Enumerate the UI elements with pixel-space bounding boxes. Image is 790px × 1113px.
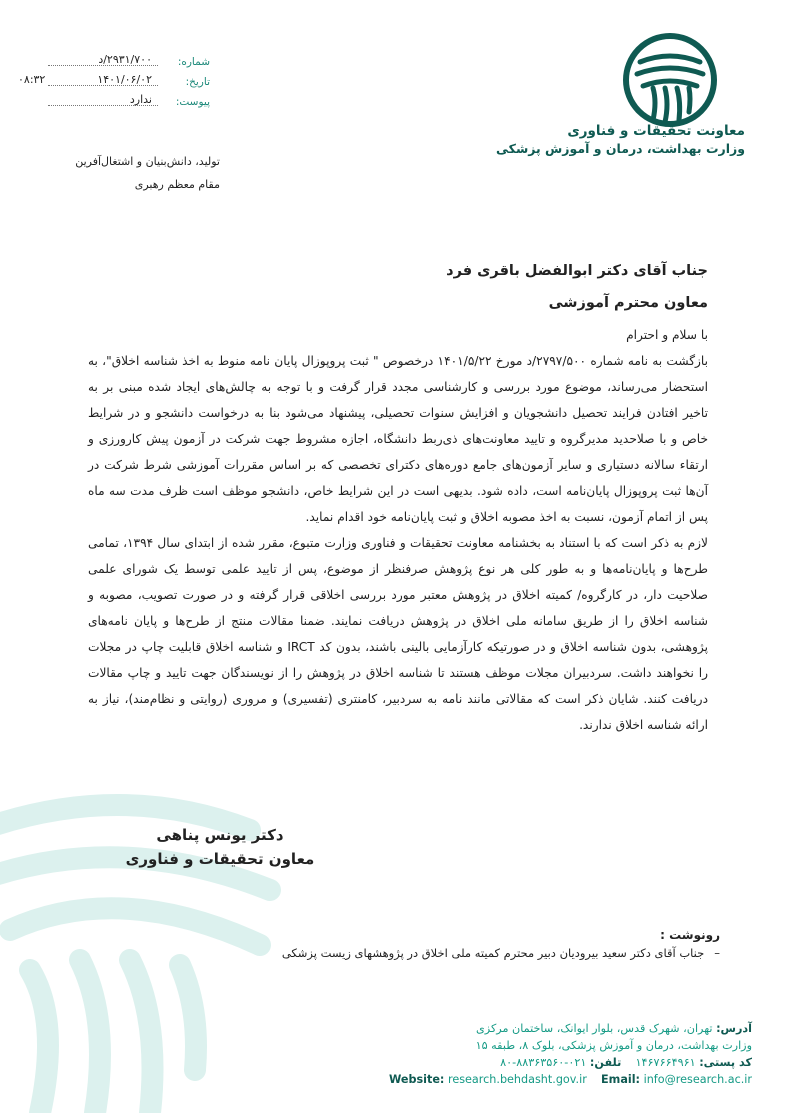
website-label: Website: xyxy=(388,1073,445,1086)
recipient-title: معاون محترم آموزشی xyxy=(548,295,708,311)
greeting: با سلام و احترام xyxy=(626,328,708,342)
address-label: آدرس: xyxy=(716,1022,752,1035)
meta-date-row xyxy=(10,72,210,92)
copy-heading: رونوشت : xyxy=(660,928,720,942)
address-line-1: تهران، شهرک قدس، بلوار ایوانک، ساختمان مرکزی xyxy=(476,1022,713,1035)
letter-meta xyxy=(10,52,210,112)
date-value: ۱۴۰۱/۰۶/۰۲ xyxy=(97,73,152,86)
time-value: ۰۸:۳۲ xyxy=(18,73,46,86)
footer-postal-row xyxy=(372,1054,752,1071)
website-link[interactable]: research.behdasht.gov.ir xyxy=(447,1073,587,1086)
logo-line-2: وزارت بهداشت، درمان و آموزش پزشکی xyxy=(496,141,745,156)
body-paragraph-1: بازگشت به نامه شماره ۲۷۹۷/۵۰۰/د مورخ ۱۴۰۱/۵/۲۲ درخصوص " ثبت پروپوزال پایان نامه منوط به اخذ شناسه اخلاق"، به استحضار می‌رساند، موضوع مورد بررسی و کارشناسی مجدد قرار گرفت و با توجه به چالش‌های ایجاد شده مبنی بر به تاخیر افتادن فرایند تحصیل دانشجویان و افزایش سنوات تحصیلی، پیشنهاد می‌شود بنا به درخواست دانشجو و در شرایط خاص و با صلاحدید مدیرگروه و تایید معاونت‌های ذی‌ربط دانشگاه، اجازه مشروط جهت شرکت در آزمون پیش کارورزی و ارتقاء سالانه دستیاری و سایر آزمون‌های جامع دوره‌های دکترای تخصصی که بر اساس مقررات آموزشی شرط شرکت در آن‌ها ثبت پروپوزال پایان‌نامه است، داده شود. بدیهی است در این شرایط خاص، دانشجو موظف است ظرف مدت سه ماه پس از اتمام آزمون، نسبت به اخذ مصوبه اخلاق و ثبت پایان‌نامه خود اقدام نماید. xyxy=(88,354,709,524)
postal-label: کد پستی: xyxy=(699,1056,752,1069)
email-label: Email: xyxy=(601,1073,641,1086)
phone-value: ۰۲۱-۸۸۳۶۳۵۶۰-۸۰ xyxy=(500,1056,587,1069)
email-link[interactable]: info@research.ac.ir xyxy=(643,1073,752,1086)
meta-number-row xyxy=(10,52,210,72)
meta-attachment-row xyxy=(10,92,210,112)
signer-name: دکتر یونس پناهی xyxy=(156,826,284,844)
motto xyxy=(20,150,220,196)
date-label: تاریخ: xyxy=(185,76,210,88)
footer-address-1 xyxy=(372,1020,752,1037)
recipient-name: جناب آقای دکتر ابوالفضل باقری فرد xyxy=(446,263,708,279)
letter-body xyxy=(88,322,708,738)
footer-web-row xyxy=(372,1071,752,1088)
attachment-value: ندارد xyxy=(129,93,152,106)
postal-value: ۱۴۶۷۶۶۴۹۶۱ xyxy=(635,1056,696,1069)
body-paragraph-2: لازم به ذکر است که با استناد به بخشنامه معاونت تحقیقات و فناوری وزارت متبوع، مقرر شده از ابتدای سال ۱۳۹۴، تمامی طرح‌ها و پایان‌نامه‌ها و به طور کلی هر نوع پژوهش صرفنظر از موضوع، پس از تایید علمی توسط یک شورای علمی صلاحیت دار، در کارگروه/ کمیته اخلاق در پژوهش معتبر مورد بررسی اخلاقی قرار گرفته و در صورت تصویب، مصوبه و شناسه اخلاق را از طریق سامانه ملی اخلاق در پژوهش دریافت نمایند. ضمنا مقالات منتج از طرح‌ها و پایان نامه‌های پژوهشی، بدون شناسه اخلاق و در صورتیکه کارآزمایی بالینی باشند، بدون کد IRCT و شناسه اخلاق قابلیت چاپ در مجلات را نخواهند داشت. سردبیران مجلات موظف هستند تا شناسه اخلاق در پژوهش را از نویسندگان جهت تایید و چاپ مقالات دریافت کنند. شایان ذکر است که مقالاتی مانند نامه به سردبیر، کامنتری (تفسیری) و مروری (روایتی و نظام‌مند)، نیاز به ارائه شناسه اخلاق ندارند. xyxy=(88,536,708,732)
organization-logo xyxy=(595,32,745,132)
signer-title: معاون تحقیقات و فناوری xyxy=(125,850,315,868)
motto-line-2: مقام معظم رهبری xyxy=(134,178,220,191)
footer xyxy=(372,1020,752,1088)
signature xyxy=(120,823,320,871)
number-label: شماره: xyxy=(177,56,210,68)
phone-label: تلفن: xyxy=(589,1056,622,1069)
logo-line-1: معاونت تحقیقات و فناوری xyxy=(567,123,745,139)
footer-address-2: وزارت بهداشت، درمان و آموزش پزشکی، بلوک ۸، طبقه ۱۵ xyxy=(475,1039,752,1052)
copy-item: – جناب آقای دکتر سعید بیرودیان دبیر محترم کمیته ملی اخلاق در پژوهشهای زیست پزشکی xyxy=(280,944,720,962)
logo-text xyxy=(485,122,745,158)
attachment-label: پیوست: xyxy=(175,96,210,108)
copy-section xyxy=(280,926,720,962)
recipient xyxy=(148,255,708,319)
number-value: ۲۹۳۱/۷۰۰/د xyxy=(98,53,152,66)
motto-line-1: تولید، دانش‌بنیان و اشتغال‌آفرین xyxy=(75,155,220,168)
background-watermark xyxy=(0,770,300,1113)
